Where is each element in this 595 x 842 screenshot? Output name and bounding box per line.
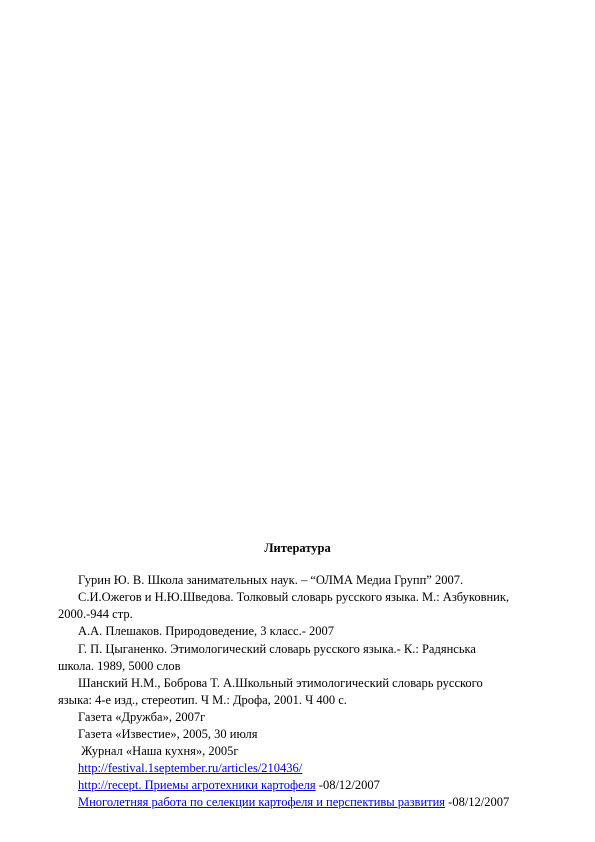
reference-item: Г. П. Цыганенко. Этимологический словарь русского языка.- К.: Радянська	[78, 642, 476, 656]
reference-date: -08/12/2007	[445, 795, 510, 809]
page-title: Литература	[264, 541, 331, 555]
reference-item: С.И.Ожегов и Н.Ю.Шведова. Толковый словарь русского языка. М.: Азбуковник,	[78, 590, 510, 604]
reference-item: Газета «Дружба», 2007г	[78, 710, 206, 724]
reference-item-continuation: школа. 1989, 5000 слов	[58, 659, 181, 673]
reference-link-festival[interactable]: http://festival.1september.ru/articles/210436/	[78, 761, 303, 775]
reference-date: -08/12/2007	[315, 778, 380, 792]
reference-item: Газета «Известие», 2005, 30 июля	[78, 727, 258, 741]
reference-item: Журнал «Наша кухня», 2005г	[78, 744, 239, 758]
reference-link-recept[interactable]: http://recept. Приемы агротехники картофеля	[78, 778, 316, 792]
reference-item-continuation: 2000.-944 стр.	[58, 607, 133, 621]
reference-item-continuation: языка: 4-е изд., стереотип. Ч М.: Дрофа, 2001. Ч 400 с.	[58, 693, 347, 707]
reference-link-selection[interactable]: Многолетняя работа по селекции картофеля и перспективы развития	[78, 795, 446, 809]
reference-item: Гурин Ю. В. Школа занимательных наук. – “ОЛМА Медиа Групп” 2007.	[78, 573, 464, 587]
reference-item: А.А. Плешаков. Природоведение, 3 класс.- 2007	[78, 624, 335, 638]
reference-item: Шанский Н.М., Боброва Т. А.Школьный этимологический словарь русского	[78, 676, 483, 690]
